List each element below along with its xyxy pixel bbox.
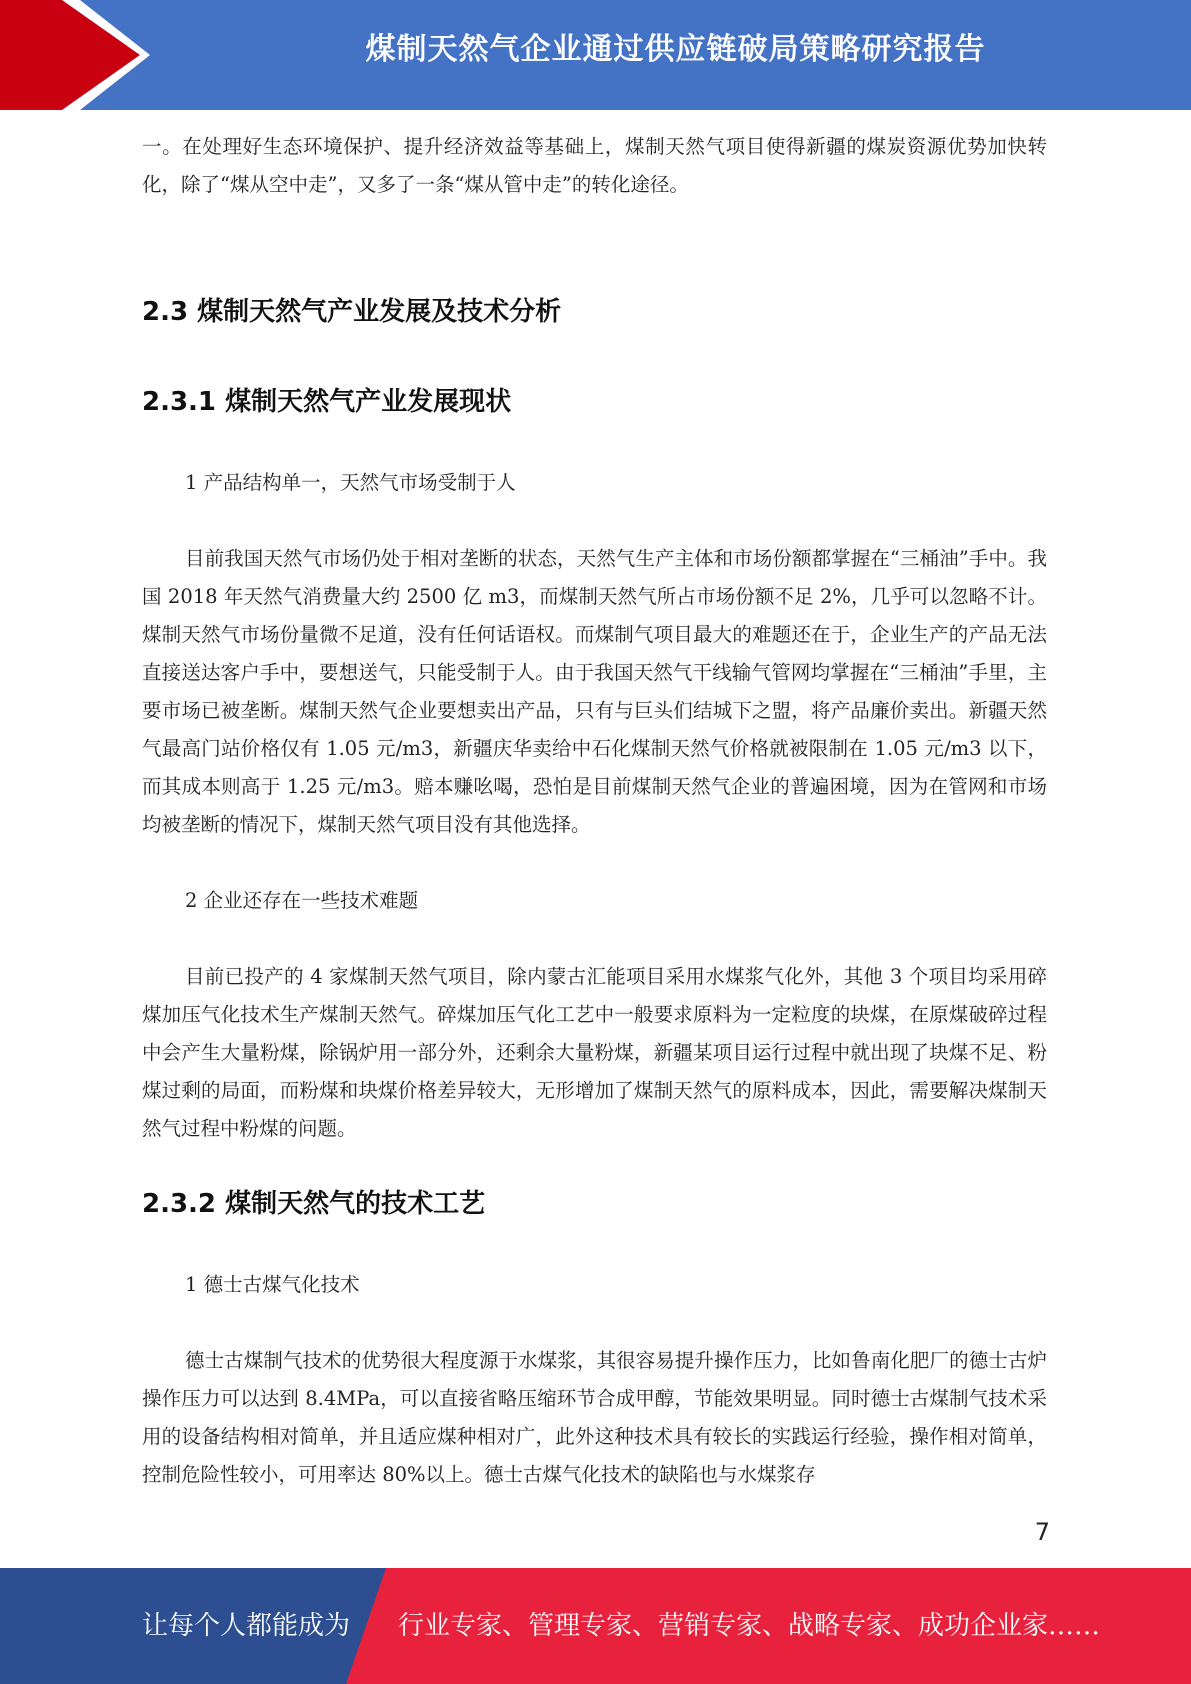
section-heading-2-3-1: 2.3.1 煤制天然气产业发展现状 (142, 387, 512, 417)
section-heading-2-3-2: 2.3.2 煤制天然气的技术工艺 (142, 1189, 486, 1219)
page-content (142, 128, 1047, 1494)
paragraph-texaco-gasification: 德士古煤制气技术的优势很大程度源于水煤浆，其很容易提升操作压力，比如鲁南化肥厂的德士古炉操作压力可以达到 8.4MPa，可以直接省略压缩环节合成甲醇，节能效果明显。同时德士古煤制气技术采用的设备结构相对简单，并且适应煤种相对广，此外这种技术具有较长的实践运行经验，操作相对简单，控制危险性较小，可用率达 80%以上。德士古煤气化技术的缺陷也与水煤浆存 (142, 1349, 1047, 1486)
page-header (0, 0, 1191, 110)
page-number: 7 (1034, 1518, 1050, 1546)
footer-slogan-left: 让每个人都能成为 (142, 1611, 351, 1641)
page-footer (0, 1568, 1191, 1684)
section-heading-2-3: 2.3 煤制天然气产业发展及技术分析 (142, 297, 562, 327)
report-title: 煤制天然气企业通过供应链破局策略研究报告 (365, 32, 986, 67)
paragraph-technical-problems: 目前已投产的 4 家煤制天然气项目，除内蒙古汇能项目采用水煤浆气化外，其他 3 个项目均采用碎煤加压气化技术生产煤制天然气。碎煤加压气化工艺中一般要求原料为一定粒度的块煤，在原煤破碎过程中会产生大量粉煤，除锅炉用一部分外，还剩余大量粉煤，新疆某项目运行过程中就出现了块煤不足、粉煤过剩的局面，而粉煤和块煤价格差异较大，无形增加了煤制天然气的原料成本，因此，需要解决煤制天然气过程中粉煤的问题。 (142, 965, 1047, 1140)
paragraph-market-monopoly: 目前我国天然气市场仍处于相对垄断的状态，天然气生产主体和市场份额都掌握在“三桶油”手中。我国 2018 年天然气消费量大约 2500 亿 m3，而煤制天然气所占市场份额不足 2%，几乎可以忽略不计。煤制天然气市场份量微不足道，没有任何话语权。而煤制气项目最大的难题还在于，企业生产的产品无法直接送达客户手中，要想送气，只能受制于人。由于我国天然气干线输气管网均掌握在“三桶油”手里，主要市场已被垄断。煤制天然气企业要想卖出产品，只有与巨头们结城下之盟，将产品廉价卖出。新疆天然气最高门站价格仅有 1.05 元/m3，新疆庆华卖给中石化煤制天然气价格就被限制在 1.05 元/m3 以下，而其成本则高于 1.25 元/m3。赔本赚吆喝，恐怕是目前煤制天然气企业的普遍困境，因为在管网和市场均被垄断的情况下，煤制天然气项目没有其他选择。 (142, 547, 1047, 836)
intro-paragraph: 一。在处理好生态环境保护、提升经济效益等基础上，煤制天然气项目使得新疆的煤炭资源优势加快转化，除了“煤从空中走”，又多了一条“煤从管中走”的转化途径。 (142, 135, 1047, 196)
item-title-technical-problems: 2 企业还存在一些技术难题 (185, 889, 419, 912)
item-title-texaco-gasification: 1 德士古煤气化技术 (185, 1273, 360, 1296)
header-red-chevron (0, 0, 160, 110)
item-title-product-structure: 1 产品结构单一，天然气市场受制于人 (185, 471, 516, 494)
footer-slogan-right: 行业专家、管理专家、营销专家、战略专家、成功企业家…… (398, 1611, 1101, 1641)
